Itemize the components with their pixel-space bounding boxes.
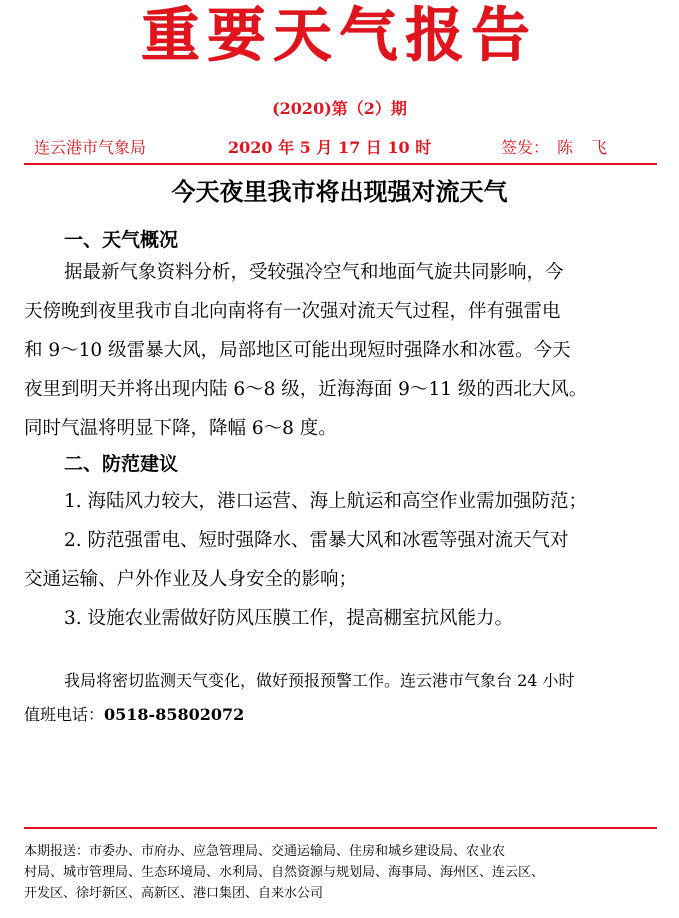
overview-line: 天傍晚到夜里我市自北向南将有一次强对流天气过程，伴有强雷电	[24, 301, 561, 322]
issuing-bureau: 连云港市气象局	[34, 138, 147, 157]
distribution-line: 本期报送：市委办、市府办、应急管理局、交通运输局、住房和城乡建设局、农业农	[24, 844, 506, 859]
signer-name: 陈飞	[557, 138, 626, 157]
overview-line: 据最新气象资料分析，受较强冷空气和地面气旋共同影响，今	[64, 262, 564, 283]
duty-phone-number: 0518-85802072	[104, 705, 245, 724]
advice-line: 交通运输、户外作业及人身安全的影响；	[24, 569, 358, 590]
issue-date: 2020 年 5 月 17 日 10 时	[228, 138, 432, 157]
footer-divider	[24, 827, 657, 829]
header-divider	[24, 163, 657, 165]
overview-line: 和 9～10 级雷暴大风，局部地区可能出现短时强降水和冰雹。今天	[24, 340, 571, 361]
advice-line: 2. 防范强雷电、短时强降水、雷暴大风和冰雹等强对流天气对	[64, 530, 569, 551]
section-heading-overview: 一、天气概况	[64, 229, 179, 251]
section-heading-advice: 二、防范建议	[64, 453, 179, 475]
overview-line: 夜里到明天并将出现内陆 6～8 级，近海海面 9～11 级的西北大风。	[24, 379, 588, 400]
report-headline: 今天夜里我市将出现强对流天气	[171, 178, 508, 206]
overview-line: 同时气温将明显下降，降幅 6～8 度。	[24, 418, 337, 439]
closing-statement: 我局将密切监测天气变化，做好预报预警工作。连云港市气象台 24 小时	[64, 671, 575, 690]
signer-label: 签发：	[501, 138, 550, 157]
advice-line: 3. 设施农业需做好防风压膜工作，提高棚室抗风能力。	[64, 608, 514, 629]
duty-phone-label: 值班电话：	[24, 705, 105, 724]
distribution-list	[24, 841, 660, 904]
report-masthead-title: 重要天气报告	[141, 1, 538, 69]
distribution-line: 开发区、徐圩新区、高新区、港口集团、自来水公司	[24, 886, 324, 901]
duty-phone-line	[24, 703, 244, 727]
distribution-line: 村局、城市管理局、生态环境局、水利局、自然资源与规划局、海事局、海州区、连云区、	[24, 865, 545, 880]
advice-line: 1. 海陆风力较大，港口运营、海上航运和高空作业需加强防范；	[64, 491, 588, 512]
signer-block	[501, 137, 625, 159]
issue-number: (2020)第（2）期	[272, 99, 407, 118]
